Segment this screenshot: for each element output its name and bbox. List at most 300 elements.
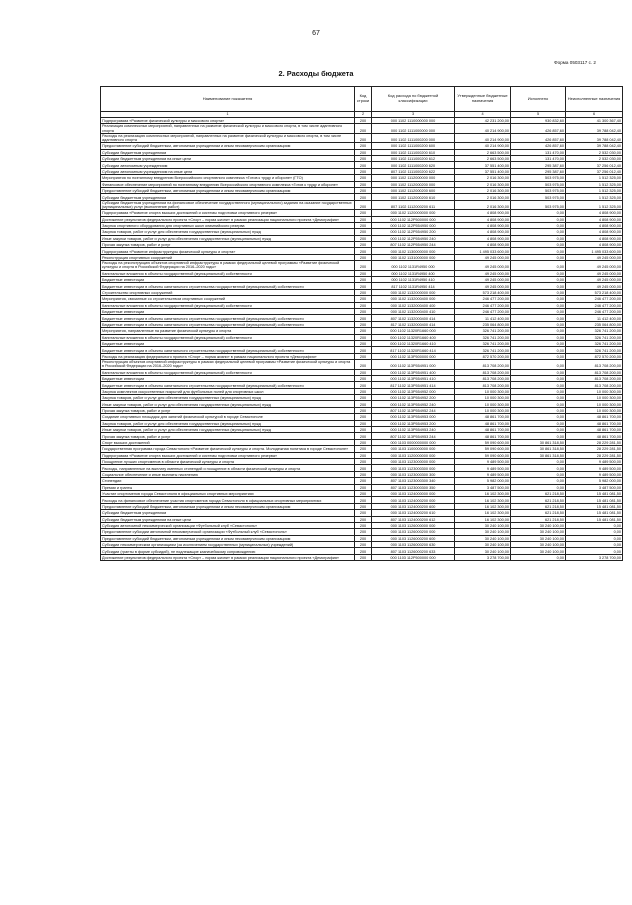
executed-amount-cell: 30 861 318,50: [511, 452, 566, 458]
approved-amount-cell: 30 240 100,00: [455, 548, 511, 554]
classification-code-cell: 000 1102 113P500000 000: [372, 353, 455, 359]
classification-code-cell: 000 1102 1111000000 000: [372, 124, 455, 133]
classification-code-cell: 000 1102 1132000400 410: [372, 309, 455, 315]
classification-code-cell: 000 1103 1126000200 000: [372, 529, 455, 535]
unexecuted-amount-cell: 0,00: [566, 522, 623, 528]
row-code-cell: 200: [355, 529, 372, 535]
unexecuted-amount-cell: 9 489 500,00: [566, 471, 623, 477]
row-name-cell: Предоставление субсидий бюджетным, автономным учреждениям и иным некоммерческим организациям: [101, 503, 355, 509]
classification-code-cell: 000 1102 1112000000 000: [372, 175, 455, 181]
executed-amount-cell: 0,00: [511, 554, 566, 560]
row-name-cell: Мероприятия по поэтапному внедрению Всероссийского спортивного комплекса «Готов к труду и обороне» (ГТО): [101, 175, 355, 181]
approved-amount-cell: 246 477 200,00: [455, 302, 511, 308]
approved-amount-cell: 2 016 300,00: [455, 200, 511, 209]
row-name-cell: Субсидии бюджетным учреждениям на финансовое обеспечение государственного (муниципального) задания на оказание государственных (муниципальных) услуг (выполнение работ): [101, 200, 355, 209]
approved-amount-cell: 4 808 900,00: [455, 222, 511, 228]
unexecuted-amount-cell: 3 487 500,00: [566, 484, 623, 490]
row-name-cell: Бюджетные инвестиции: [101, 309, 355, 315]
unexecuted-amount-cell: 11 412 400,00: [566, 315, 623, 321]
classification-code-cell: 000 1102 1131R4950 400: [372, 270, 455, 276]
row-name-cell: Бюджетные инвестиции: [101, 340, 355, 346]
approved-amount-cell: 573 218 400,00: [455, 289, 511, 295]
unexecuted-amount-cell: 4 808 900,00: [566, 222, 623, 228]
unexecuted-amount-cell: 813 708 200,00: [566, 382, 623, 388]
classification-code-cell: 000 1102 1130000000 000: [372, 248, 455, 254]
row-name-cell: Бюджетные инвестиции в объекты капитального строительства государственной (муниципальной) собственности: [101, 283, 355, 289]
row-code-cell: 200: [355, 478, 372, 484]
approved-amount-cell: 16 102 300,00: [455, 510, 511, 516]
approved-amount-cell: 30 240 100,00: [455, 529, 511, 535]
approved-amount-cell: 30 240 100,00: [455, 522, 511, 528]
row-code-cell: 200: [355, 360, 372, 369]
unexecuted-amount-cell: 10 000 300,00: [566, 395, 623, 401]
classification-code-cell: 807 1103 1124000200 612: [372, 516, 455, 522]
unexecuted-amount-cell: 246 477 200,00: [566, 309, 623, 315]
row-name-cell: Премии и гранты: [101, 484, 355, 490]
unexecuted-amount-cell: 49 245 000,00: [566, 283, 623, 289]
unexecuted-amount-cell: 28 229 281,50: [566, 446, 623, 452]
unexecuted-amount-cell: 1 512 325,00: [566, 194, 623, 200]
executed-amount-cell: 0,00: [511, 309, 566, 315]
row-code-cell: 200: [355, 369, 372, 375]
column-index: 1: [101, 112, 355, 118]
row-code-cell: 200: [355, 133, 372, 142]
unexecuted-amount-cell: 326 741 200,00: [566, 340, 623, 346]
classification-code-cell: 000 1102 112P554950 000: [372, 222, 455, 228]
unexecuted-amount-cell: 2 532 030,00: [566, 155, 623, 161]
executed-amount-cell: 0,00: [511, 235, 566, 241]
executed-amount-cell: 0,00: [511, 277, 566, 283]
classification-code-cell: 000 1102 1120000000 000: [372, 210, 455, 216]
approved-amount-cell: 49 245 000,00: [455, 283, 511, 289]
classification-code-cell: 000 1102 1132000400 400: [372, 302, 455, 308]
approved-amount-cell: 813 708 200,00: [455, 375, 511, 381]
row-code-cell: 200: [355, 302, 372, 308]
row-code-cell: 200: [355, 490, 372, 496]
row-code-cell: 200: [355, 321, 372, 327]
row-code-cell: 200: [355, 175, 372, 181]
executed-amount-cell: 0,00: [511, 254, 566, 260]
unexecuted-amount-cell: 9 489 500,00: [566, 465, 623, 471]
row-name-cell: Субсидия автономной некоммерческой организации «Футбольный клуб «Севастополь»: [101, 522, 355, 528]
approved-amount-cell: 11 412 400,00: [455, 315, 511, 321]
row-code-cell: 200: [355, 216, 372, 222]
row-code-cell: 200: [355, 283, 372, 289]
column-index: 3: [372, 112, 455, 118]
row-code-cell: 200: [355, 542, 372, 548]
row-name-cell: Закупка товаров, работ и услуг для обеспечения государственных (муниципальных) нужд: [101, 229, 355, 235]
classification-code-cell: 000 1103 1124000200 600: [372, 503, 455, 509]
table-row: [101, 554, 623, 560]
classification-code-cell: 000 1102 1132000400 000: [372, 296, 455, 302]
executed-amount-cell: 0,00: [511, 420, 566, 426]
unexecuted-amount-cell: 4 808 900,00: [566, 235, 623, 241]
unexecuted-amount-cell: 41 300 367,40: [566, 118, 623, 124]
row-name-cell: Капитальные вложения в объекты государственной (муниципальной) собственности: [101, 270, 355, 276]
approved-amount-cell: 1 495 033 600,00: [455, 248, 511, 254]
unexecuted-amount-cell: 5 982 000,00: [566, 478, 623, 484]
approved-amount-cell: 9 489 500,00: [455, 465, 511, 471]
page-number: 67: [312, 30, 320, 37]
unexecuted-amount-cell: 9 489 500,00: [566, 459, 623, 465]
executed-amount-cell: 0,00: [511, 340, 566, 346]
unexecuted-amount-cell: 246 477 200,00: [566, 296, 623, 302]
row-code-cell: 200: [355, 229, 372, 235]
approved-amount-cell: 59 090 600,00: [455, 446, 511, 452]
row-code-cell: 200: [355, 554, 372, 560]
table-row: [101, 497, 623, 503]
row-code-cell: 200: [355, 235, 372, 241]
approved-amount-cell: 49 245 000,00: [455, 254, 511, 260]
executed-amount-cell: 0,00: [511, 427, 566, 433]
executed-amount-cell: 0,00: [511, 395, 566, 401]
unexecuted-amount-cell: 246 477 200,00: [566, 302, 623, 308]
unexecuted-amount-cell: 326 741 200,00: [566, 334, 623, 340]
classification-code-cell: 000 1103 1126000200 600: [372, 535, 455, 541]
executed-amount-cell: 295 387,60: [511, 168, 566, 174]
row-name-cell: Предоставление субсидий бюджетным, автономным учреждениям и иным некоммерческим организациям: [101, 187, 355, 193]
row-name-cell: Бюджетные инвестиции в объекты капитального строительства государственной (муниципальной) собственности: [101, 315, 355, 321]
classification-code-cell: 817 1102 11320R1660 414: [372, 347, 455, 353]
executed-amount-cell: 0,00: [511, 465, 566, 471]
table-row: [101, 452, 623, 458]
row-name-cell: Иные закупки товаров, работ и услуг для обеспечения государственных (муниципальных) нужд: [101, 427, 355, 433]
row-code-cell: 200: [355, 522, 372, 528]
row-name-cell: Поощрение лучших спортсменов в области физической культуры и спорта: [101, 459, 355, 465]
row-code-cell: 200: [355, 334, 372, 340]
row-code-cell: 200: [355, 222, 372, 228]
budget-expenses-table: [100, 86, 623, 561]
row-name-cell: Закупка спортивного оборудования для спортивных школ олимпийского резерва: [101, 222, 355, 228]
unexecuted-amount-cell: 28 229 281,50: [566, 439, 623, 445]
executed-amount-cell: 0,00: [511, 471, 566, 477]
approved-amount-cell: 235 064 800,00: [455, 321, 511, 327]
unexecuted-amount-cell: 15 481 081,50: [566, 497, 623, 503]
column-index: 5: [511, 112, 566, 118]
classification-code-cell: 000 1103 1120000000 000: [372, 452, 455, 458]
executed-amount-cell: 426 857,60: [511, 124, 566, 133]
unexecuted-amount-cell: 10 000 300,00: [566, 401, 623, 407]
row-name-cell: Создание спортивных площадок для занятий физической культурой в городе Севастополе: [101, 414, 355, 420]
row-name-cell: Субсидии (гранты в форме субсидий), не подлежащие казначейскому сопровождению: [101, 548, 355, 554]
approved-amount-cell: 2 016 300,00: [455, 181, 511, 187]
executed-amount-cell: 0,00: [511, 334, 566, 340]
unexecuted-amount-cell: 326 741 200,00: [566, 328, 623, 334]
unexecuted-amount-cell: 39 788 042,40: [566, 133, 623, 142]
classification-code-cell: 000 1102 112P500000 000: [372, 216, 455, 222]
unexecuted-amount-cell: 0,00: [566, 542, 623, 548]
executed-amount-cell: 621 218,50: [511, 510, 566, 516]
approved-amount-cell: 49 245 000,00: [455, 277, 511, 283]
column-index: 2: [355, 112, 372, 118]
row-code-cell: 200: [355, 277, 372, 283]
classification-code-cell: 000 1103 112P500000 000: [372, 554, 455, 560]
unexecuted-amount-cell: 48 861 700,00: [566, 414, 623, 420]
table-row: [101, 503, 623, 509]
row-code-cell: 200: [355, 347, 372, 353]
approved-amount-cell: 42 231 200,00: [455, 118, 511, 124]
approved-amount-cell: 5 982 000,00: [455, 478, 511, 484]
row-name-cell: Субсидии бюджетным учреждениям на иные цели: [101, 155, 355, 161]
unexecuted-amount-cell: 49 245 000,00: [566, 261, 623, 270]
row-code-cell: 200: [355, 548, 372, 554]
table-row: [101, 200, 623, 209]
row-code-cell: 200: [355, 510, 372, 516]
classification-code-cell: 000 1103 1124000000 000: [372, 490, 455, 496]
row-name-cell: Реконструкция спортивных сооружений: [101, 254, 355, 260]
unexecuted-amount-cell: 49 245 000,00: [566, 277, 623, 283]
table-row: [101, 168, 623, 174]
unexecuted-amount-cell: 4 808 900,00: [566, 229, 623, 235]
classification-code-cell: 807 1103 1126000200 633: [372, 548, 455, 554]
approved-amount-cell: 9 489 500,00: [455, 471, 511, 477]
executed-amount-cell: 0,00: [511, 433, 566, 439]
row-name-cell: Мероприятия, направленные на развитие физической культуры и спорта: [101, 328, 355, 334]
approved-amount-cell: 3 278 700,00: [455, 554, 511, 560]
row-name-cell: Субсидии бюджетным учреждениям на иные цели: [101, 516, 355, 522]
classification-code-cell: 000 1102 1111000200 612: [372, 155, 455, 161]
approved-amount-cell: 48 861 700,00: [455, 414, 511, 420]
row-name-cell: Достижение результатов федерального проекта «Спорт – норма жизни» в рамках реализации национального проекта «Демография»: [101, 554, 355, 560]
executed-amount-cell: 503 975,00: [511, 187, 566, 193]
row-name-cell: Предоставление субсидий бюджетным, автономным учреждениям и иным некоммерческим организациям: [101, 535, 355, 541]
row-name-cell: Социальное обеспечение и иные выплаты населению: [101, 471, 355, 477]
table-header-row: [101, 87, 623, 112]
approved-amount-cell: 872 570 200,00: [455, 353, 511, 359]
row-name-cell: Спорт высших достижений: [101, 439, 355, 445]
classification-code-cell: 000 1102 1112000200 000: [372, 181, 455, 187]
approved-amount-cell: 813 708 200,00: [455, 382, 511, 388]
approved-amount-cell: 813 708 200,00: [455, 360, 511, 369]
row-code-cell: 200: [355, 143, 372, 149]
row-code-cell: 200: [355, 124, 372, 133]
unexecuted-amount-cell: 37 256 012,40: [566, 162, 623, 168]
classification-code-cell: 000 1102 11320R1660 410: [372, 340, 455, 346]
classification-code-cell: 000 1102 1132000000 000: [372, 289, 455, 295]
unexecuted-amount-cell: 48 861 700,00: [566, 427, 623, 433]
unexecuted-amount-cell: 49 245 000,00: [566, 254, 623, 260]
row-code-cell: 200: [355, 315, 372, 321]
approved-amount-cell: 10 000 300,00: [455, 407, 511, 413]
executed-amount-cell: 0,00: [511, 375, 566, 381]
executed-amount-cell: 0,00: [511, 270, 566, 276]
row-code-cell: 200: [355, 194, 372, 200]
table-row: [101, 490, 623, 496]
executed-amount-cell: 930 832,60: [511, 118, 566, 124]
table-row: [101, 143, 623, 149]
approved-amount-cell: 40 214 900,00: [455, 133, 511, 142]
table-row: [101, 175, 623, 181]
executed-amount-cell: 621 218,50: [511, 503, 566, 509]
classification-code-cell: 000 1102 112P554950 240: [372, 235, 455, 241]
executed-amount-cell: 0,00: [511, 321, 566, 327]
approved-amount-cell: 10 000 300,00: [455, 395, 511, 401]
classification-code-cell: 000 1102 113P554951 400: [372, 369, 455, 375]
approved-amount-cell: 9 489 500,00: [455, 459, 511, 465]
table-row: [101, 522, 623, 528]
unexecuted-amount-cell: 48 861 700,00: [566, 420, 623, 426]
classification-code-cell: 807 1102 112P554950 244: [372, 242, 455, 248]
classification-code-cell: 807 1102 1112000200 611: [372, 200, 455, 209]
row-code-cell: 200: [355, 446, 372, 452]
row-code-cell: 200: [355, 497, 372, 503]
classification-code-cell: 000 1102 11320R1660 400: [372, 334, 455, 340]
row-code-cell: 200: [355, 118, 372, 124]
unexecuted-amount-cell: 326 741 200,00: [566, 347, 623, 353]
row-name-cell: Мероприятия, связанные со строительством спортивных сооружений: [101, 296, 355, 302]
row-name-cell: Бюджетные инвестиции в объекты капитального строительства государственной (муниципальной) собственности: [101, 321, 355, 327]
classification-code-cell: 000 1103 1124000200 610: [372, 510, 455, 516]
row-code-cell: 200: [355, 200, 372, 209]
row-name-cell: Предоставление субсидий бюджетным, автономным учреждениям и иным некоммерческим организациям: [101, 143, 355, 149]
row-code-cell: 200: [355, 254, 372, 260]
approved-amount-cell: 4 808 900,00: [455, 242, 511, 248]
executed-amount-cell: 30 861 318,50: [511, 439, 566, 445]
table-row: [101, 529, 623, 535]
approved-amount-cell: 2 016 300,00: [455, 194, 511, 200]
classification-code-cell: 000 1102 1131R4950 000: [372, 261, 455, 270]
table-row: [101, 446, 623, 452]
table-row: [101, 155, 623, 161]
row-name-cell: Реконструкция объектов спортивной инфраструктуры в рамках федеральной целевой программы «Развитие физической культуры и спорта в Российской Федерации на 2016–2020 годы»: [101, 360, 355, 369]
executed-amount-cell: 426 857,60: [511, 133, 566, 142]
executed-amount-cell: 0,00: [511, 315, 566, 321]
row-name-cell: Субсидии бюджетным учреждениям: [101, 194, 355, 200]
approved-amount-cell: 16 102 300,00: [455, 490, 511, 496]
classification-code-cell: 000 1102 113P554953 240: [372, 427, 455, 433]
classification-code-cell: 000 1102 113P554953 200: [372, 420, 455, 426]
classification-code-cell: 807 1102 113P554952 244: [372, 407, 455, 413]
unexecuted-amount-cell: 28 229 281,50: [566, 452, 623, 458]
classification-code-cell: 000 1103 1100000000 000: [372, 446, 455, 452]
classification-code-cell: 000 1102 113P554952 000: [372, 388, 455, 394]
row-name-cell: Бюджетные инвестиции в объекты капитального строительства государственной (муниципальной) собственности: [101, 382, 355, 388]
row-name-cell: Прочая закупка товаров, работ и услуг: [101, 242, 355, 248]
row-code-cell: 200: [355, 155, 372, 161]
table-body: [101, 118, 623, 561]
classification-code-cell: 000 1103 1123000000 000: [372, 459, 455, 465]
executed-amount-cell: 30 240 100,00: [511, 535, 566, 541]
row-code-cell: 200: [355, 427, 372, 433]
row-code-cell: 200: [355, 414, 372, 420]
column-header-approved: Утвержденные бюджетные назначения: [455, 87, 511, 112]
row-name-cell: Достижение результатов федерального проекта «Спорт – норма жизни» в рамках реализации национального проекта «Демография»: [101, 216, 355, 222]
classification-code-cell: 000 1102 1111000200 000: [372, 133, 455, 142]
row-name-cell: Субсидии автономным учреждениям: [101, 162, 355, 168]
executed-amount-cell: 0,00: [511, 401, 566, 407]
approved-amount-cell: 16 102 300,00: [455, 497, 511, 503]
approved-amount-cell: 3 487 500,00: [455, 484, 511, 490]
classification-code-cell: 000 1103 1123000300 300: [372, 471, 455, 477]
row-code-cell: 200: [355, 309, 372, 315]
row-name-cell: Подпрограмма «Развитие физической культуры и массового спорта»: [101, 118, 355, 124]
executed-amount-cell: 503 975,00: [511, 175, 566, 181]
column-header-row-code: Код строки: [355, 87, 372, 112]
row-code-cell: 200: [355, 535, 372, 541]
table-row: [101, 548, 623, 554]
executed-amount-cell: 0,00: [511, 328, 566, 334]
approved-amount-cell: 37 551 400,00: [455, 162, 511, 168]
approved-amount-cell: 326 741 200,00: [455, 328, 511, 334]
approved-amount-cell: 40 214 900,00: [455, 124, 511, 133]
row-name-cell: Иные закупки товаров, работ и услуг для обеспечения государственных (муниципальных) нужд: [101, 401, 355, 407]
classification-code-cell: 807 1102 113P554953 244: [372, 433, 455, 439]
row-name-cell: Участие спортсменов города Севастополя в официальных спортивных мероприятиях: [101, 490, 355, 496]
table-row: [101, 187, 623, 193]
approved-amount-cell: 16 102 300,00: [455, 503, 511, 509]
executed-amount-cell: 0,00: [511, 478, 566, 484]
classification-code-cell: 817 1102 1131R4950 414: [372, 283, 455, 289]
approved-amount-cell: 813 708 200,00: [455, 369, 511, 375]
row-name-cell: Субсидии автономным учреждениям на иные цели: [101, 168, 355, 174]
unexecuted-amount-cell: 1 512 325,00: [566, 175, 623, 181]
approved-amount-cell: 2 663 500,00: [455, 155, 511, 161]
executed-amount-cell: 0,00: [511, 360, 566, 369]
executed-amount-cell: 0,00: [511, 382, 566, 388]
classification-code-cell: 000 1103 1126000000 000: [372, 522, 455, 528]
row-name-cell: Бюджетные инвестиции в объекты капитального строительства государственной (муниципальной) собственности: [101, 347, 355, 353]
row-name-cell: Расходы на реконструкцию объектов спортивной инфраструктуры в рамках федеральной целевой программы «Развитие физической культуры и спорта в Российской Федерации на 2016–2020 годы»: [101, 261, 355, 270]
row-code-cell: 200: [355, 296, 372, 302]
classification-code-cell: 807 1102 1111000200 622: [372, 168, 455, 174]
approved-amount-cell: 246 477 200,00: [455, 309, 511, 315]
unexecuted-amount-cell: 37 256 012,40: [566, 168, 623, 174]
row-code-cell: 200: [355, 395, 372, 401]
approved-amount-cell: 59 090 600,00: [455, 452, 511, 458]
approved-amount-cell: 4 808 900,00: [455, 210, 511, 216]
table-row: [101, 542, 623, 548]
classification-code-cell: 000 1103 1123000300 000: [372, 465, 455, 471]
row-name-cell: Государственная программа города Севастополя «Развитие физической культуры и спорта. Молодежная политика в городе Севастополе»: [101, 446, 355, 452]
executed-amount-cell: 0,00: [511, 347, 566, 353]
row-name-cell: Подпрограмма «Развитие инфраструктуры физической культуры и спорта»: [101, 248, 355, 254]
unexecuted-amount-cell: 15 481 081,50: [566, 516, 623, 522]
classification-code-cell: 000 1102 1112000200 610: [372, 194, 455, 200]
row-name-cell: Бюджетные инвестиции: [101, 375, 355, 381]
executed-amount-cell: 0,00: [511, 289, 566, 295]
row-name-cell: Бюджетные инвестиции: [101, 277, 355, 283]
row-name-cell: Прочая закупка товаров, работ и услуг: [101, 433, 355, 439]
unexecuted-amount-cell: 1 512 325,00: [566, 187, 623, 193]
classification-code-cell: 000 1102 1110000000 000: [372, 118, 455, 124]
unexecuted-amount-cell: 48 861 700,00: [566, 433, 623, 439]
row-name-cell: Финансовое обеспечение мероприятий по поэтапному внедрению Всероссийского спортивного комплекса «Готов к труду и обороне»: [101, 181, 355, 187]
classification-code-cell: 000 1103 0000000000 000: [372, 439, 455, 445]
executed-amount-cell: 0,00: [511, 248, 566, 254]
row-code-cell: 200: [355, 484, 372, 490]
classification-code-cell: 807 1103 1123000300 340: [372, 478, 455, 484]
row-name-cell: Предоставление субсидии автономной некоммерческой организации «Футбольный клуб «Севастополь»: [101, 529, 355, 535]
row-name-cell: Прочая закупка товаров, работ и услуг: [101, 407, 355, 413]
unexecuted-amount-cell: 39 788 042,40: [566, 143, 623, 149]
classification-code-cell: 000 1102 1111000200 610: [372, 149, 455, 155]
executed-amount-cell: 30 240 100,00: [511, 529, 566, 535]
executed-amount-cell: 0,00: [511, 283, 566, 289]
approved-amount-cell: 2 016 300,00: [455, 187, 511, 193]
approved-amount-cell: 40 214 900,00: [455, 143, 511, 149]
row-code-cell: 200: [355, 181, 372, 187]
executed-amount-cell: 621 218,50: [511, 497, 566, 503]
executed-amount-cell: 0,00: [511, 369, 566, 375]
approved-amount-cell: 30 240 100,00: [455, 535, 511, 541]
row-code-cell: 200: [355, 261, 372, 270]
row-name-cell: Расходы на реализацию федерального проекта «Спорт – норма жизни» в рамках национального проекта «Демография»: [101, 353, 355, 359]
executed-amount-cell: 0,00: [511, 261, 566, 270]
column-header-executed: Исполнено: [511, 87, 566, 112]
table-row: [101, 133, 623, 142]
unexecuted-amount-cell: 15 481 081,50: [566, 490, 623, 496]
unexecuted-amount-cell: 4 808 900,00: [566, 242, 623, 248]
